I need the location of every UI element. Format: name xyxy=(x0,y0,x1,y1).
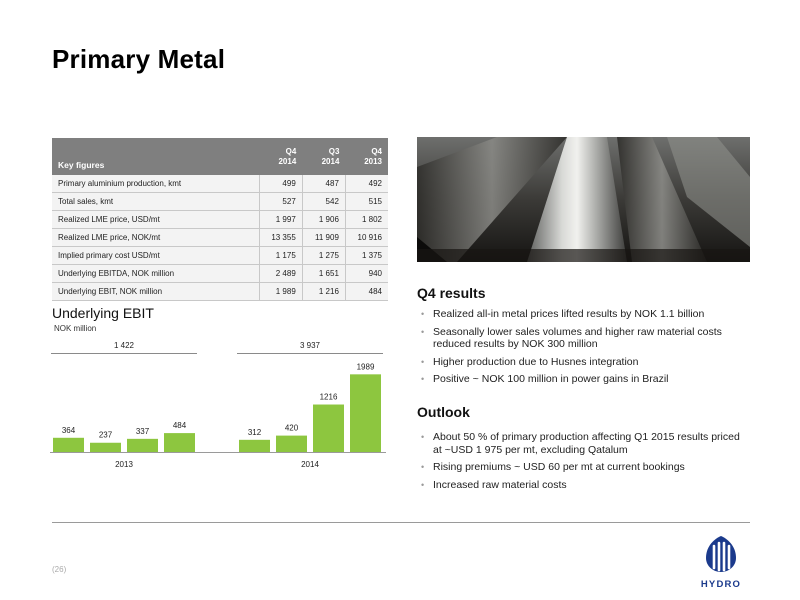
chart-group-total-label: 3 937 xyxy=(299,341,321,350)
table-cell-value: 1 175 xyxy=(259,247,302,265)
chart-bar xyxy=(276,436,307,452)
ingots-image xyxy=(417,137,750,262)
chart-bar xyxy=(53,438,84,452)
hydro-logo-text: HYDRO xyxy=(700,579,742,590)
q4-results-heading: Q4 results xyxy=(417,285,486,301)
table-row xyxy=(52,175,388,193)
table-cell-label: Realized LME price, USD/mt xyxy=(52,211,259,229)
list-item: • About 50 % of primary production affecting Q1 2015 results priced at ~USD 1 975 per mt, excluding Qatalum xyxy=(419,431,749,456)
chart-bar-value-label: 237 xyxy=(98,430,113,440)
q4-results-list xyxy=(419,308,749,391)
table-cell-value: 515 xyxy=(345,193,388,211)
table-row xyxy=(52,247,388,265)
chart-bar-value-label: 1216 xyxy=(319,392,338,402)
table-row xyxy=(52,193,388,211)
table-row xyxy=(52,211,388,229)
chart-bar xyxy=(350,374,381,452)
chart-bar xyxy=(127,439,158,452)
table-cell-label: Underlying EBIT, NOK million xyxy=(52,283,259,301)
chart-bar xyxy=(239,440,270,452)
aluminium-ingots-photo xyxy=(417,137,750,262)
table-cell-label: Total sales, kmt xyxy=(52,193,259,211)
table-cell-value: 492 xyxy=(345,175,388,193)
ebit-bar-chart xyxy=(50,336,386,476)
table-cell-value: 499 xyxy=(259,175,302,193)
table-cell-value: 527 xyxy=(259,193,302,211)
table-cell-label: Realized LME price, NOK/mt xyxy=(52,229,259,247)
list-item: • Realized all-in metal prices lifted results by NOK 1.1 billion xyxy=(419,308,749,321)
chart-bar xyxy=(313,405,344,452)
footer-divider xyxy=(52,522,750,523)
chart-bar-value-label: 420 xyxy=(284,423,299,433)
table-header-q4-2014: Q4 2014 xyxy=(259,138,302,175)
table-cell-label: Implied primary cost USD/mt xyxy=(52,247,259,265)
table-cell-value: 1 989 xyxy=(259,283,302,301)
table-row xyxy=(52,229,388,247)
outlook-list xyxy=(419,431,749,496)
table-cell-value: 13 355 xyxy=(259,229,302,247)
table-header-q3-2014: Q3 2014 xyxy=(302,138,345,175)
table-cell-label: Primary aluminium production, kmt xyxy=(52,175,259,193)
table-cell-value: 11 909 xyxy=(302,229,345,247)
chart-group-total-label: 1 422 xyxy=(113,341,135,350)
chart-bar-value-label: 312 xyxy=(247,427,262,437)
chart-bar xyxy=(90,443,121,452)
table-cell-value: 1 275 xyxy=(302,247,345,265)
list-item: • Seasonally lower sales volumes and higher raw material costs reduced results by NOK 300 million xyxy=(419,326,749,351)
table-cell-value: 1 997 xyxy=(259,211,302,229)
list-item: • Positive ~ NOK 100 million in power gains in Brazil xyxy=(419,373,749,386)
table-header-row xyxy=(52,138,388,175)
table-cell-value: 1 651 xyxy=(302,265,345,283)
list-item: • Higher production due to Husnes integration xyxy=(419,356,749,369)
table-cell-value: 940 xyxy=(345,265,388,283)
table-cell-label: Underlying EBITDA, NOK million xyxy=(52,265,259,283)
table-cell-value: 542 xyxy=(302,193,345,211)
table-cell-value: 1 375 xyxy=(345,247,388,265)
table-header-key-figures: Key figures xyxy=(52,138,259,175)
list-item: • Increased raw material costs xyxy=(419,479,749,492)
chart-bar-value-label: 1989 xyxy=(356,362,375,372)
table-header-q4-2013: Q4 2013 xyxy=(345,138,388,175)
table-cell-value: 2 489 xyxy=(259,265,302,283)
table-cell-value: 484 xyxy=(345,283,388,301)
outlook-heading: Outlook xyxy=(417,404,470,420)
page-number: (26) xyxy=(52,565,67,574)
hydro-logo xyxy=(688,530,754,592)
page-title: Primary Metal xyxy=(52,44,226,74)
list-item: • Rising premiums ~ USD 60 per mt at current bookings xyxy=(419,461,749,474)
chart-title: Underlying EBIT xyxy=(52,305,154,321)
chart-bar xyxy=(164,433,195,452)
table-row xyxy=(52,283,388,301)
table-cell-value: 487 xyxy=(302,175,345,193)
table-row xyxy=(52,265,388,283)
hydro-logo-mark xyxy=(706,536,736,572)
chart-bar-value-label: 364 xyxy=(61,425,76,435)
table-cell-value: 1 906 xyxy=(302,211,345,229)
key-figures-table xyxy=(52,138,388,301)
chart-group-year-label: 2014 xyxy=(301,460,319,469)
table-cell-value: 1 216 xyxy=(302,283,345,301)
chart-group-year-label: 2013 xyxy=(115,460,133,469)
table-cell-value: 10 916 xyxy=(345,229,388,247)
chart-bar-value-label: 484 xyxy=(172,421,187,431)
chart-bar-value-label: 337 xyxy=(135,426,150,436)
chart-unit-label: NOK million xyxy=(54,324,97,333)
table-cell-value: 1 802 xyxy=(345,211,388,229)
